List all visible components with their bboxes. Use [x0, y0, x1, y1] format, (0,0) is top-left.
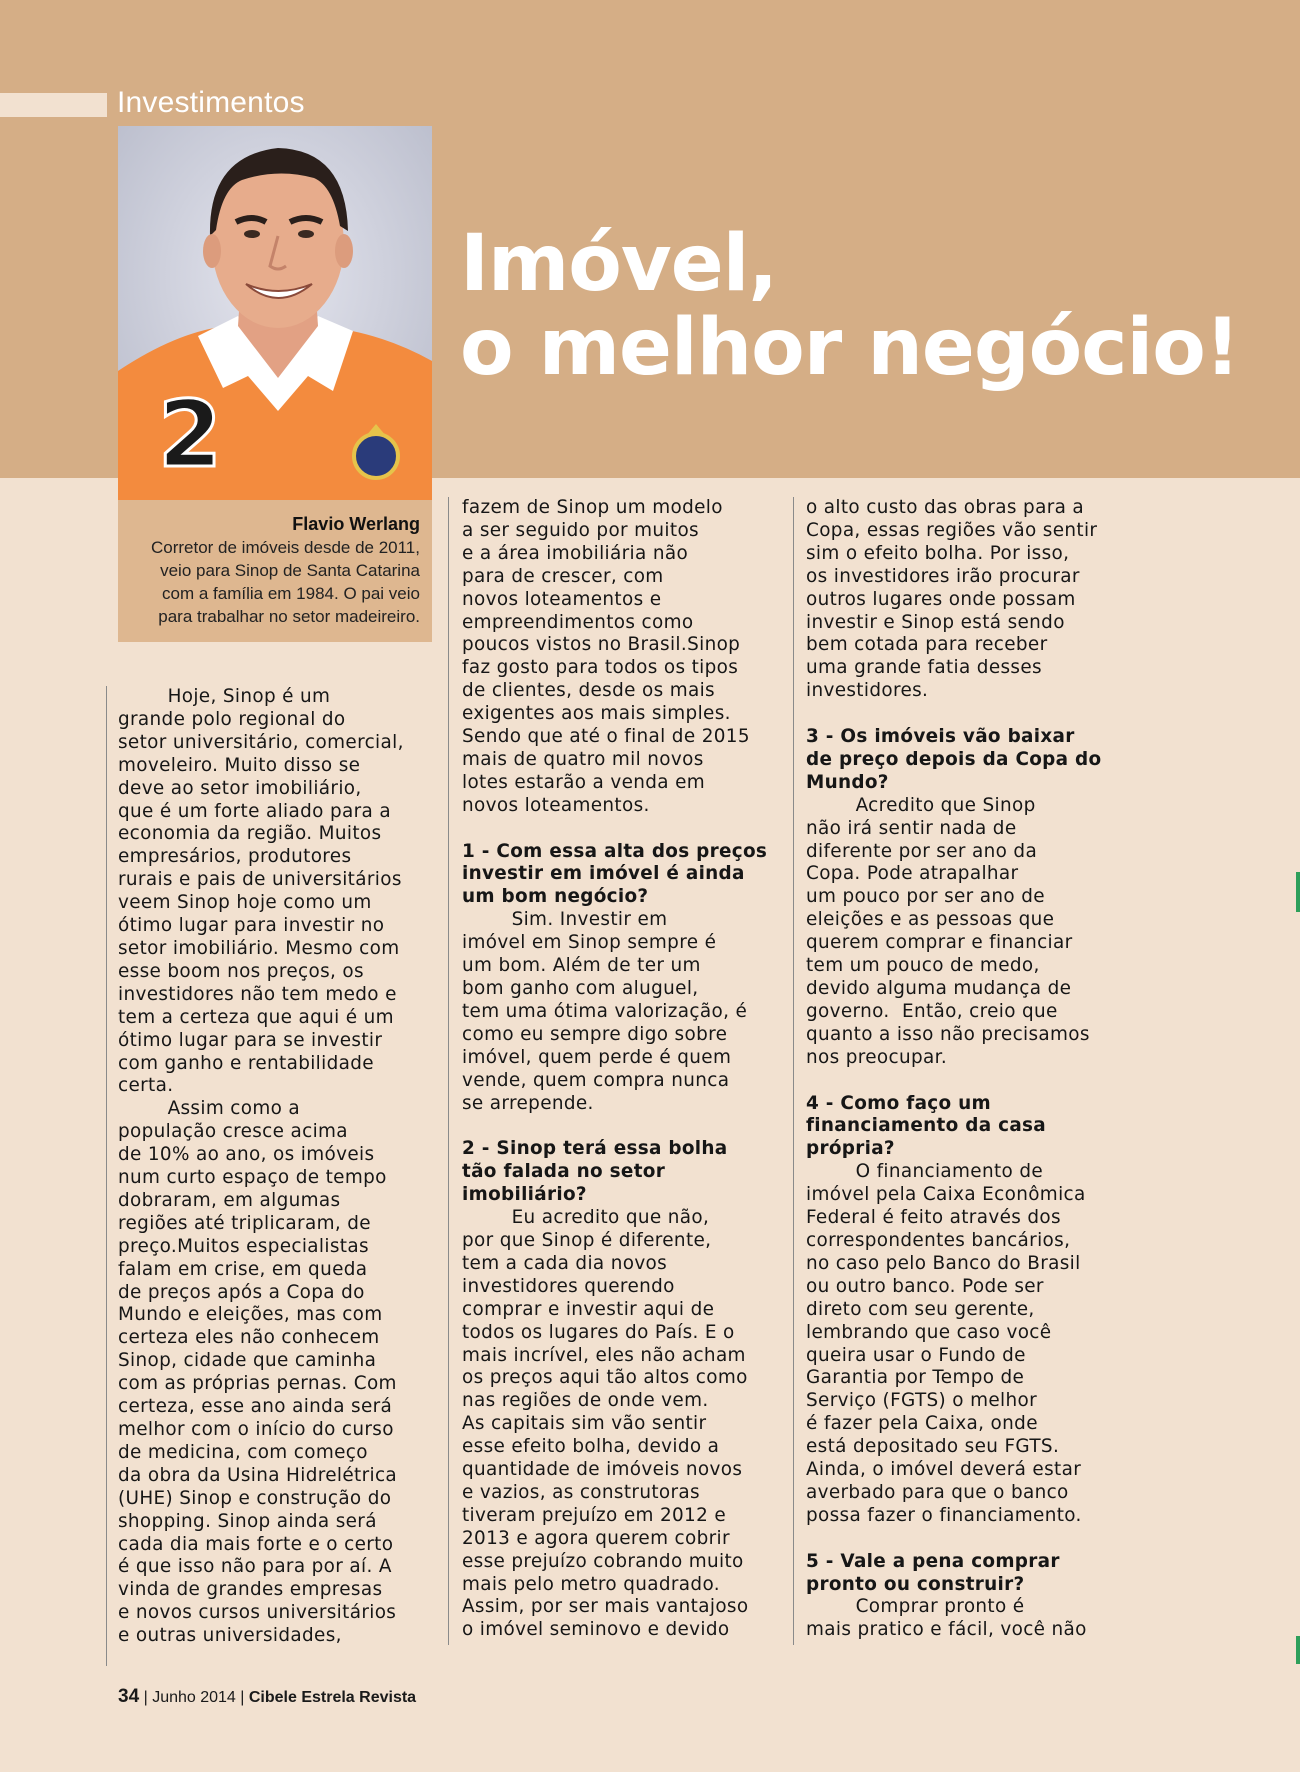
text-line: e outras universidades, [118, 1625, 342, 1647]
text-line: mais pelo metro quadrado. [462, 1573, 720, 1595]
text-line: veem Sinop hoje como um [118, 892, 372, 914]
text-line: um bom. Além de ter um [462, 955, 701, 977]
text-line: investidores. [806, 680, 929, 702]
text-line: outros lugares onde possam [806, 588, 1076, 610]
text-line: quantidade de imóveis novos [462, 1459, 743, 1481]
text-line: é que isso não para por aí. A [118, 1556, 392, 1578]
text-line: grande polo regional do [118, 708, 346, 730]
text-line: Sendo que até o final de 2015 [462, 726, 750, 748]
text-line: investidores querendo [462, 1275, 675, 1297]
text-line: Sinop, cidade que caminha [118, 1350, 377, 1372]
text-line: com ganho e rentabilidade [118, 1052, 374, 1074]
text-line: tem um pouco de medo, [806, 955, 1040, 977]
text-line: Garantia por Tempo de [806, 1367, 1025, 1389]
text-line: tiveram prejuízo em 2012 e [462, 1504, 727, 1526]
text-line: é fazer pela Caixa, onde [806, 1413, 1038, 1435]
text-line: 1 - Com essa alta dos preços [462, 840, 768, 862]
footer-separator: | [235, 1689, 249, 1706]
text-line: os preços aqui tão altos como [462, 1367, 748, 1389]
text-line: diferente por ser ano da [806, 840, 1038, 862]
text-line: mais de quatro mil novos [462, 748, 704, 770]
caption-line: veio para Sinop de Santa Catarina [160, 561, 420, 580]
article-headline [460, 219, 1280, 393]
text-line: fazem de Sinop um modelo [462, 497, 723, 518]
question-5 [806, 1551, 1136, 1597]
text-line: sim o efeito bolha. Por isso, [806, 542, 1070, 564]
text-line: pronto ou construir? [806, 1573, 1025, 1595]
text-line: mais pratico e fácil, você não [806, 1619, 1087, 1641]
text-line: exigentes aos mais simples. [462, 703, 731, 725]
text-line: empreendimentos como [462, 611, 694, 633]
column-2-intro [462, 497, 792, 818]
text-line: economia da região. Muitos [118, 823, 382, 845]
text-line: nos preocupar. [806, 1046, 948, 1068]
text-line: bom ganho com aluguel, [462, 978, 699, 1000]
text-line: eleições e as pessoas que [806, 909, 1055, 931]
text-line: imóvel, quem perde é quem [462, 1046, 732, 1068]
text-line: não irá sentir nada de [806, 817, 1017, 839]
text-line: certa. [118, 1075, 174, 1097]
text-line: Mundo e eleições, mas com [118, 1304, 383, 1326]
text-line: de clientes, desde os mais [462, 680, 715, 702]
caption-line: com a família em 1984. O pai veio [162, 584, 420, 603]
text-line: (UHE) Sinop e construção do [118, 1487, 392, 1509]
text-line: correspondentes bancários, [806, 1229, 1071, 1251]
text-line: investir em imóvel é ainda [462, 863, 745, 885]
text-line: Assim como a [118, 1098, 301, 1120]
text-line: 3 - Os imóveis vão baixar [806, 726, 1075, 748]
text-line: falam em crise, em queda [118, 1258, 368, 1280]
text-line: averbado para que o banco [806, 1481, 1069, 1503]
question-3 [806, 726, 1136, 795]
text-line: própria? [806, 1138, 895, 1160]
text-line: investidores não tem medo e [118, 983, 397, 1005]
caption-name: Flavio Werlang [292, 514, 420, 534]
text-line: um pouco por ser ano de [806, 886, 1045, 908]
text-line: esse efeito bolha, devido a [462, 1436, 720, 1458]
caption-line: Corretor de imóveis desde de 2011, [150, 538, 420, 557]
question-1 [462, 841, 792, 910]
text-line: possa fazer o financiamento. [806, 1504, 1082, 1526]
portrait-photo [118, 126, 432, 500]
magazine-name: Cibele Estrela Revista [248, 1689, 417, 1706]
text-line: tem uma ótima valorização, é [462, 1000, 748, 1022]
column-rule [106, 686, 107, 1666]
text-line: esse boom nos preços, os [118, 960, 364, 982]
text-line: financiamento da casa [806, 1115, 1047, 1137]
text-line: Ainda, o imóvel deverá estar [806, 1459, 1082, 1481]
text-line: moveleiro. Muito disso se [118, 754, 361, 776]
text-line: certeza eles não conhecem [118, 1327, 380, 1349]
text-line: num curto espaço de tempo [118, 1167, 387, 1189]
answer-4 [806, 1161, 1136, 1528]
text-line: As capitais sim vão sentir [462, 1413, 707, 1435]
text-line: governo. Então, creio que [806, 1000, 1058, 1022]
text-line: 4 - Como faço um [806, 1092, 991, 1114]
article-column-1 [118, 686, 438, 1648]
footer-separator: | [139, 1689, 153, 1706]
text-line: deve ao setor imobiliário, [118, 777, 362, 799]
text-line: devido alguma mudança de [806, 978, 1072, 1000]
text-line: com as próprias pernas. Com [118, 1373, 397, 1395]
text-line: poucos vistos no Brasil.Sinop [462, 634, 741, 656]
text-line: de medicina, com começo [118, 1441, 368, 1463]
issue-date: Junho 2014 [152, 1689, 236, 1706]
text-line: Hoje, Sinop é um [118, 686, 331, 707]
edge-accent [1296, 872, 1300, 912]
text-line: 5 - Vale a pena comprar [806, 1550, 1060, 1572]
text-line: por que Sinop é diferente, [462, 1229, 712, 1251]
text-line: o alto custo das obras para a [806, 497, 1085, 518]
text-line: Sim. Investir em [462, 909, 668, 931]
text-line: esse prejuízo cobrando muito [462, 1550, 744, 1572]
answer-1 [462, 909, 792, 1115]
text-line: de preço depois da Copa do [806, 748, 1102, 770]
text-line: para de crescer, com [462, 565, 664, 587]
text-line: Copa. Pode atrapalhar [806, 863, 1019, 885]
text-line: a ser seguido por muitos [462, 519, 699, 541]
text-line: se arrepende. [462, 1092, 594, 1114]
text-line: shopping. Sinop ainda será [118, 1510, 377, 1532]
text-line: de 10% ao ano, os imóveis [118, 1144, 375, 1166]
text-line: nas regiões de onde vem. [462, 1390, 709, 1412]
photo-caption [118, 500, 432, 642]
text-line: ou outro banco. Pode ser [806, 1275, 1044, 1297]
text-line: O financiamento de [806, 1161, 1044, 1183]
text-line: lembrando que caso você [806, 1321, 1052, 1343]
text-line: cada dia mais forte e o certo [118, 1533, 394, 1555]
text-line: e novos cursos universitários [118, 1602, 397, 1624]
text-line: quanto a isso não precisamos [806, 1023, 1090, 1045]
text-line: regiões até triplicaram, de [118, 1212, 371, 1234]
text-line: rurais e pais de universitários [118, 869, 402, 891]
answer-5 [806, 1596, 1136, 1642]
text-line: da obra da Usina Hidrelétrica [118, 1464, 398, 1486]
text-line: lotes estarão a venda em [462, 771, 706, 793]
article-column-2 [462, 497, 792, 1642]
text-line: Serviço (FGTS) o melhor [806, 1390, 1037, 1412]
text-line: tem a cada dia novos [462, 1252, 668, 1274]
caption-line: para trabalhar no setor madeireiro. [158, 607, 420, 626]
text-line: ótimo lugar para investir no [118, 915, 385, 937]
text-line: 2013 e agora querem cobrir [462, 1527, 730, 1549]
text-line: como eu sempre digo sobre [462, 1023, 728, 1045]
text-line: população cresce acima [118, 1121, 348, 1143]
question-2 [462, 1138, 792, 1207]
text-line: imóvel em Sinop sempre é [462, 932, 717, 954]
text-line: o imóvel seminovo e devido [462, 1619, 730, 1641]
edge-accent [1296, 1636, 1300, 1664]
answer-2 [462, 1207, 792, 1642]
text-line: preço.Muitos especialistas [118, 1235, 369, 1257]
text-line: novos loteamentos. [462, 794, 650, 816]
text-line: novos loteamentos e [462, 588, 662, 610]
text-line: certeza, esse ano ainda será [118, 1396, 393, 1418]
text-line: os investidores irão procurar [806, 565, 1080, 587]
section-bar [0, 93, 107, 117]
text-line: uma grande fatia desses [806, 657, 1042, 679]
text-line: vinda de grandes empresas [118, 1579, 383, 1601]
shirt-number: 2 [158, 381, 223, 488]
text-line: tão falada no setor [462, 1161, 666, 1183]
text-line: está depositado seu FGTS. [806, 1436, 1060, 1458]
text-line: dobraram, em algumas [118, 1189, 341, 1211]
text-line: um bom negócio? [462, 886, 649, 908]
column-3-intro [806, 497, 1136, 703]
page-footer [118, 1686, 416, 1708]
text-line: mais incrível, eles não acham [462, 1344, 746, 1366]
text-line: 2 - Sinop terá essa bolha [462, 1138, 728, 1160]
text-line: Acredito que Sinop [806, 794, 1036, 816]
text-line: direto com seu gerente, [806, 1298, 1035, 1320]
text-line: ótimo lugar para se investir [118, 1029, 383, 1051]
text-line: melhor com o início do curso [118, 1419, 394, 1440]
text-line: tem a certeza que aqui é um [118, 1006, 394, 1028]
page-number: 34 [118, 1686, 140, 1707]
text-line: no caso pelo Banco do Brasil [806, 1252, 1081, 1274]
text-line: imobiliário? [462, 1184, 587, 1206]
text-line: e vazios, as construtoras [462, 1481, 700, 1503]
text-line: setor imobiliário. Mesmo com [118, 937, 400, 959]
section-label: Investimentos [117, 86, 305, 119]
text-line: vende, quem compra nunca [462, 1069, 730, 1091]
text-line: Copa, essas regiões vão sentir [806, 519, 1098, 541]
answer-3 [806, 795, 1136, 1070]
article-column-3 [806, 497, 1136, 1642]
text-line: Comprar pronto é [806, 1596, 1025, 1618]
text-line: bem cotada para receber [806, 634, 1048, 656]
text-line: que é um forte aliado para a [118, 800, 391, 822]
text-line: comprar e investir aqui de [462, 1298, 715, 1320]
text-line: Federal é feito através dos [806, 1207, 1061, 1229]
text-line: Mundo? [806, 771, 889, 793]
text-line: empresários, produtores [118, 846, 352, 868]
column-rule [793, 497, 794, 1645]
text-line: Assim, por ser mais vantajoso [462, 1596, 749, 1618]
text-line: faz gosto para todos os tipos [462, 657, 739, 679]
text-line: querem comprar e financiar [806, 932, 1073, 954]
text-line: imóvel pela Caixa Econômica [806, 1184, 1086, 1206]
text-line: de preços após a Copa do [118, 1281, 365, 1303]
headline-line-1: Imóvel, [460, 219, 777, 309]
text-line: todos os lugares do País. E o [462, 1321, 735, 1343]
headline-line-2: o melhor negócio! [460, 303, 1240, 393]
text-line: Eu acredito que não, [462, 1207, 710, 1229]
column-rule [448, 497, 449, 1645]
text-line: setor universitário, comercial, [118, 731, 404, 753]
text-line: e a área imobiliária não [462, 542, 689, 564]
text-line: investir e Sinop está sendo [806, 611, 1065, 633]
text-line: queira usar o Fundo de [806, 1344, 1026, 1366]
question-4 [806, 1093, 1136, 1162]
